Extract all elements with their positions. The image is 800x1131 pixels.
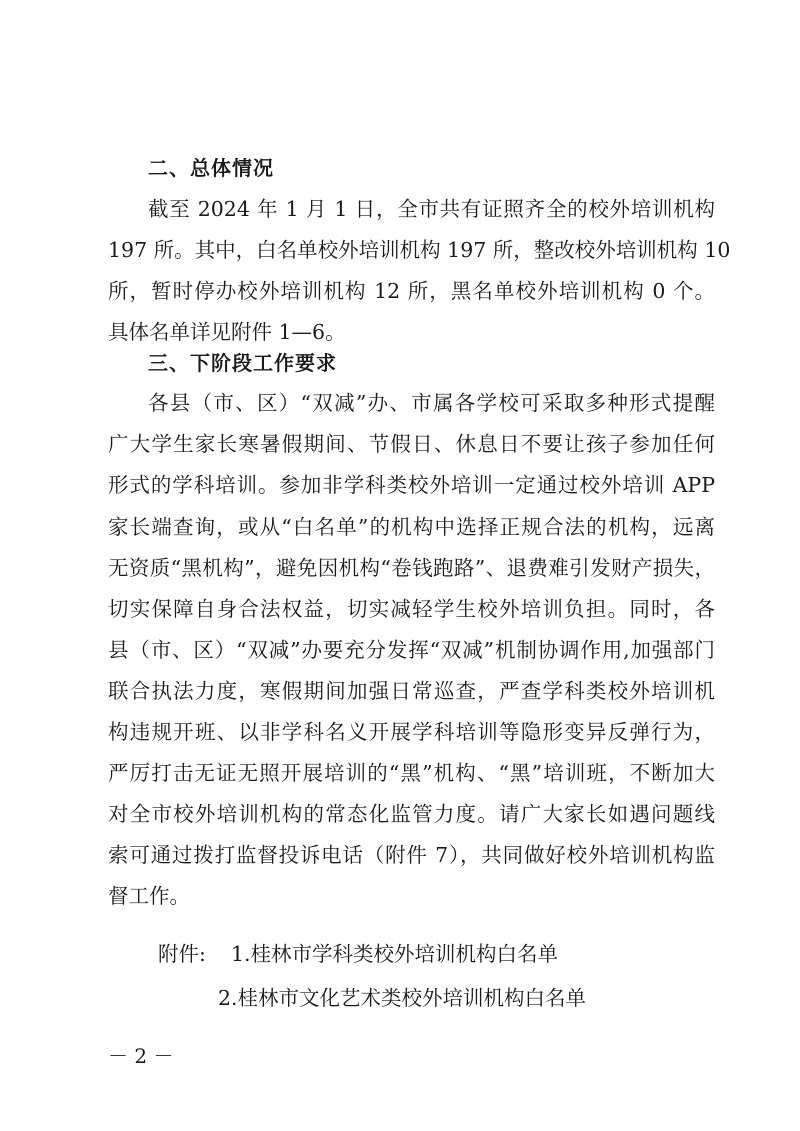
section-heading-overview: 二、总体情况 [148, 156, 274, 180]
paragraph-line: 构违规开班、以非学科名义开展学科培训等隐形变异反弹行为， [108, 720, 715, 744]
paragraph-line: 联合执法力度，寒假期间加强日常巡查，严查学科类校外培训机 [108, 679, 715, 703]
paragraph-line: 广大学生家长寒暑假期间、节假日、休息日不要让孩子参加任何 [108, 432, 715, 456]
paragraph-line: 督工作。 [108, 884, 190, 908]
page-number: － 2 － [108, 1044, 174, 1068]
attachment-item: 1.桂林市学科类校外培训机构白名单 [230, 942, 559, 966]
attachment-label: 附件: [158, 942, 206, 966]
paragraph-line: 各县（市、区）“双减”办、市属各学校可采取多种形式提醒 [148, 391, 715, 415]
paragraph-line: 197 所。其中，白名单校外培训机构 197 所，整改校外培训机构 10 [108, 238, 731, 262]
paragraph-line: 对全市校外培训机构的常态化监管力度。请广大家长如遇问题线 [108, 802, 715, 826]
paragraph-line: 家长端查询，或从“白名单”的机构中选择正规合法的机构，远离 [108, 515, 715, 539]
paragraph-line: 严厉打击无证无照开展培训的“黑”机构、“黑”培训班，不断加大 [108, 761, 715, 785]
attachment-item: 2.桂林市文化艺术类校外培训机构白名单 [218, 986, 587, 1010]
paragraph-line: 索可通过拨打监督投诉电话（附件 7），共同做好校外培训机构监 [108, 843, 715, 867]
paragraph-line: 切实保障自身合法权益，切实减轻学生校外培训负担。同时，各 [108, 597, 715, 621]
paragraph-line: 截至 2024 年 1 月 1 日，全市共有证照齐全的校外培训机构 [148, 197, 715, 221]
paragraph-line: 县（市、区）“双减”办要充分发挥“双减”机制协调作用,加强部门 [108, 638, 715, 662]
paragraph-line: 所，暂时停办校外培训机构 12 所，黑名单校外培训机构 0 个。 [108, 279, 715, 303]
section-heading-requirements: 三、下阶段工作要求 [148, 351, 337, 375]
paragraph-line: 具体名单详见附件 1—6。 [108, 320, 346, 344]
paragraph-line: 形式的学科培训。参加非学科类校外培训一定通过校外培训 APP [108, 473, 715, 497]
attachment-list [158, 937, 558, 967]
paragraph-line: 无资质“黑机构”，避免因机构“卷钱跑路”、退费难引发财产损失， [108, 556, 715, 580]
